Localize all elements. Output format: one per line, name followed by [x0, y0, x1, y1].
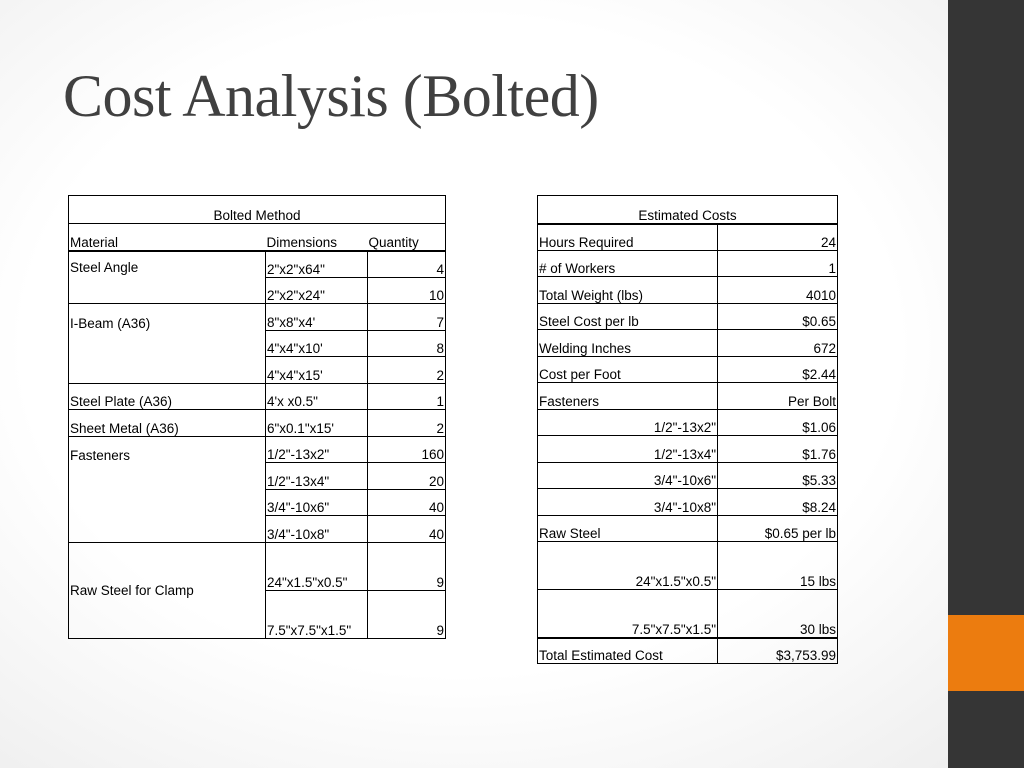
cost-label-cell: Total Weight (lbs)	[538, 277, 718, 304]
cost-value-cell: $0.65 per lb	[718, 516, 838, 542]
cost-value-cell: Per Bolt	[718, 383, 838, 410]
dimension-cell: 1/2"-13x4"	[266, 463, 368, 490]
quantity-cell: 7	[368, 304, 446, 331]
table-heading: Bolted Method	[69, 196, 446, 224]
dimension-cell: 3/4"-10x8"	[266, 516, 368, 543]
slide-sidebar-accent	[948, 615, 1024, 691]
quantity-cell: 20	[368, 463, 446, 490]
cost-value-cell: 1	[718, 251, 838, 277]
bolted-method-table	[68, 195, 446, 639]
cost-label-cell: Raw Steel	[538, 516, 718, 542]
material-cell-empty	[69, 463, 266, 490]
cost-label-cell: 3/4"-10x6"	[538, 463, 718, 489]
material-cell: Sheet Metal (A36)	[69, 410, 266, 437]
total-cost-value: $3,753.99	[718, 638, 838, 664]
dimension-cell: 4'x x0.5"	[266, 384, 368, 410]
cost-value-cell: 672	[718, 330, 838, 357]
cost-value-cell: $0.65	[718, 304, 838, 330]
material-cell: Steel Plate (A36)	[69, 384, 266, 410]
quantity-cell: 40	[368, 490, 446, 516]
cost-label-cell: # of Workers	[538, 251, 718, 277]
column-header-dimensions: Dimensions	[266, 224, 368, 251]
dimension-cell: 1/2"-13x2"	[266, 437, 368, 463]
quantity-cell: 40	[368, 516, 446, 543]
quantity-cell: 1	[368, 384, 446, 410]
dimension-cell: 24"x1.5"x0.5"	[266, 543, 368, 591]
material-cell: Steel Angle	[69, 251, 266, 278]
cost-label-cell: 24"x1.5"x0.5"	[538, 542, 718, 590]
quantity-cell: 10	[368, 278, 446, 304]
material-cell-empty	[69, 516, 266, 543]
cost-label-cell: Welding Inches	[538, 330, 718, 357]
column-header-material: Material	[69, 224, 266, 251]
column-header-quantity: Quantity	[368, 224, 446, 251]
cost-label-cell: Fasteners	[538, 383, 718, 410]
estimated-costs-table	[537, 195, 838, 664]
dimension-cell: 7.5"x7.5"x1.5"	[266, 591, 368, 639]
table-heading: Estimated Costs	[538, 196, 838, 224]
dimension-cell: 2"x2"x64"	[266, 251, 368, 278]
cost-label-cell: 1/2"-13x2"	[538, 410, 718, 436]
quantity-cell: 9	[368, 543, 446, 591]
cost-value-cell: 24	[718, 224, 838, 251]
total-cost-label: Total Estimated Cost	[538, 638, 718, 664]
quantity-cell: 9	[368, 591, 446, 639]
material-cell-empty	[69, 278, 266, 304]
quantity-cell: 2	[368, 357, 446, 384]
slide-title: Cost Analysis (Bolted)	[63, 63, 599, 129]
cost-value-cell: $1.76	[718, 436, 838, 463]
material-cell-empty	[69, 357, 266, 384]
cost-value-cell: 4010	[718, 277, 838, 304]
cost-value-cell: $2.44	[718, 357, 838, 383]
dimension-cell: 3/4"-10x6"	[266, 490, 368, 516]
material-cell: Fasteners	[69, 437, 266, 463]
dimension-cell: 2"x2"x24"	[266, 278, 368, 304]
material-cell-empty	[69, 331, 266, 357]
cost-label-cell: Hours Required	[538, 224, 718, 251]
quantity-cell: 160	[368, 437, 446, 463]
dimension-cell: 6"x0.1"x15'	[266, 410, 368, 437]
cost-value-cell: $5.33	[718, 463, 838, 489]
cost-label-cell: 7.5"x7.5"x1.5"	[538, 590, 718, 638]
cost-value-cell: $8.24	[718, 489, 838, 516]
dimension-cell: 4"x4"x15'	[266, 357, 368, 384]
material-cell-empty	[69, 490, 266, 516]
quantity-cell: 2	[368, 410, 446, 437]
material-cell: Raw Steel for Clamp	[69, 543, 266, 639]
cost-label-cell: 1/2"-13x4"	[538, 436, 718, 463]
quantity-cell: 8	[368, 331, 446, 357]
cost-label-cell: Cost per Foot	[538, 357, 718, 383]
cost-label-cell: 3/4"-10x8"	[538, 489, 718, 516]
cost-value-cell: $1.06	[718, 410, 838, 436]
material-cell: I-Beam (A36)	[69, 304, 266, 331]
quantity-cell: 4	[368, 251, 446, 278]
dimension-cell: 4"x4"x10'	[266, 331, 368, 357]
cost-value-cell: 30 lbs	[718, 590, 838, 638]
dimension-cell: 8"x8"x4'	[266, 304, 368, 331]
cost-label-cell: Steel Cost per lb	[538, 304, 718, 330]
cost-value-cell: 15 lbs	[718, 542, 838, 590]
